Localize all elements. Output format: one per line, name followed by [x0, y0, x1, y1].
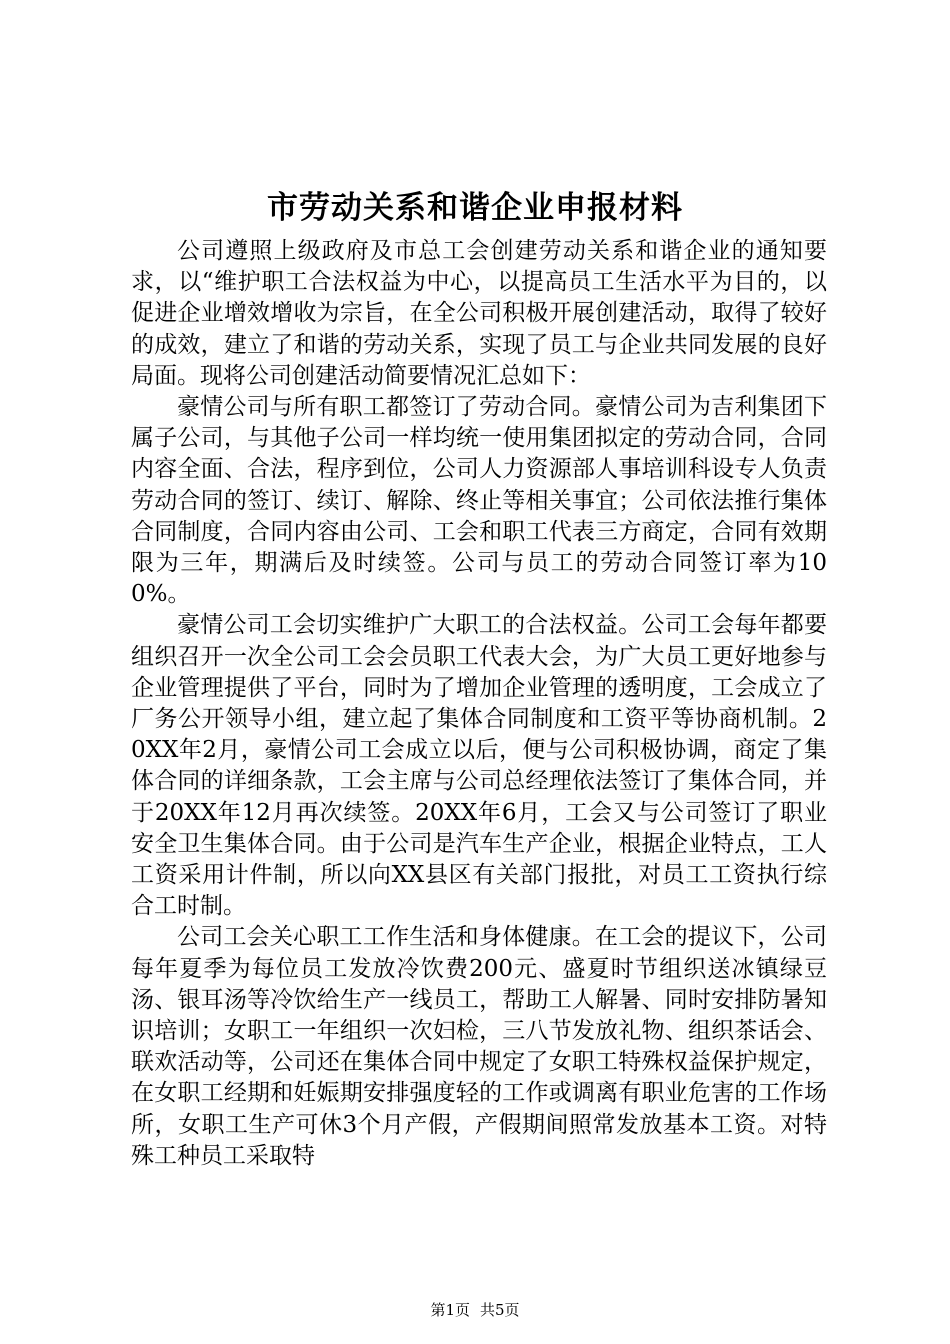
- document-title: 市劳动关系和谐企业申报材料: [267, 190, 683, 226]
- document-body: [131, 236, 827, 1172]
- paragraph-intro: 公司遵照上级政府及市总工会创建劳动关系和谐企业的通知要求，以“维护职工合法权益为中心，以提高员工生活水平为目的，以促进企业增效增收为宗旨，在全公司积极开展创建活动，取得了较好的成效，建立了和谐的劳动关系，实现了员工与企业共同发展的良好局面。现将公司创建活动简要情况汇总如下：: [131, 238, 827, 389]
- page-number: 第1页: [430, 1301, 470, 1319]
- page-total: 共5页: [480, 1301, 520, 1319]
- paragraph-union-rights: 豪情公司工会切实维护广大职工的合法权益。公司工会每年都要组织召开一次全公司工会会员职工代表大会，为广大员工更好地参与企业管理提供了平台，同时为了增加企业管理的透明度，工会成立了厂务公开领导小组，建立起了集体合同制度和工资平等协商机制。20XX年2月，豪情公司工会成立以后，便与公司积极协调，商定了集体合同的详细条款，工会主席与公司总经理依法签订了集体合同，并于20XX年12月再次续签。20XX年6月，工会又与公司签订了职业安全卫生集体合同。由于公司是汽车生产企业，根据企业特点，工人工资采用计件制，所以向XX县区有关部门报批，对员工工资执行综合工时制。: [131, 612, 827, 920]
- page-footer: [0, 1300, 950, 1320]
- paragraph-labor-contract: 豪情公司与所有职工都签订了劳动合同。豪情公司为吉利集团下属子公司，与其他子公司一样均统一使用集团拟定的劳动合同，合同内容全面、合法，程序到位，公司人力资源部人事培训科设专人负责劳动合同的签订、续订、解除、终止等相关事宜；公司依法推行集体合同制度，合同内容由公司、工会和职工代表三方商定，合同有效期限为三年，期满后及时续签。公司与员工的劳动合同签订率为100%。: [131, 394, 827, 608]
- paragraph-employee-welfare: 公司工会关心职工工作生活和身体健康。在工会的提议下，公司每年夏季为每位员工发放冷饮费200元、盛夏时节组织送冰镇绿豆汤、银耳汤等冷饮给生产一线员工，帮助工人解暑、同时安排防暑知识培训；女职工一年组织一次妇检，三八节发放礼物、组织茶话会、联欢活动等，公司还在集体合同中规定了女职工特殊权益保护规定，在女职工经期和妊娠期安排强度轻的工作或调离有职业危害的工作场所，女职工生产可休3个月产假，产假期间照常发放基本工资。对特殊工种员工采取特: [131, 924, 827, 1169]
